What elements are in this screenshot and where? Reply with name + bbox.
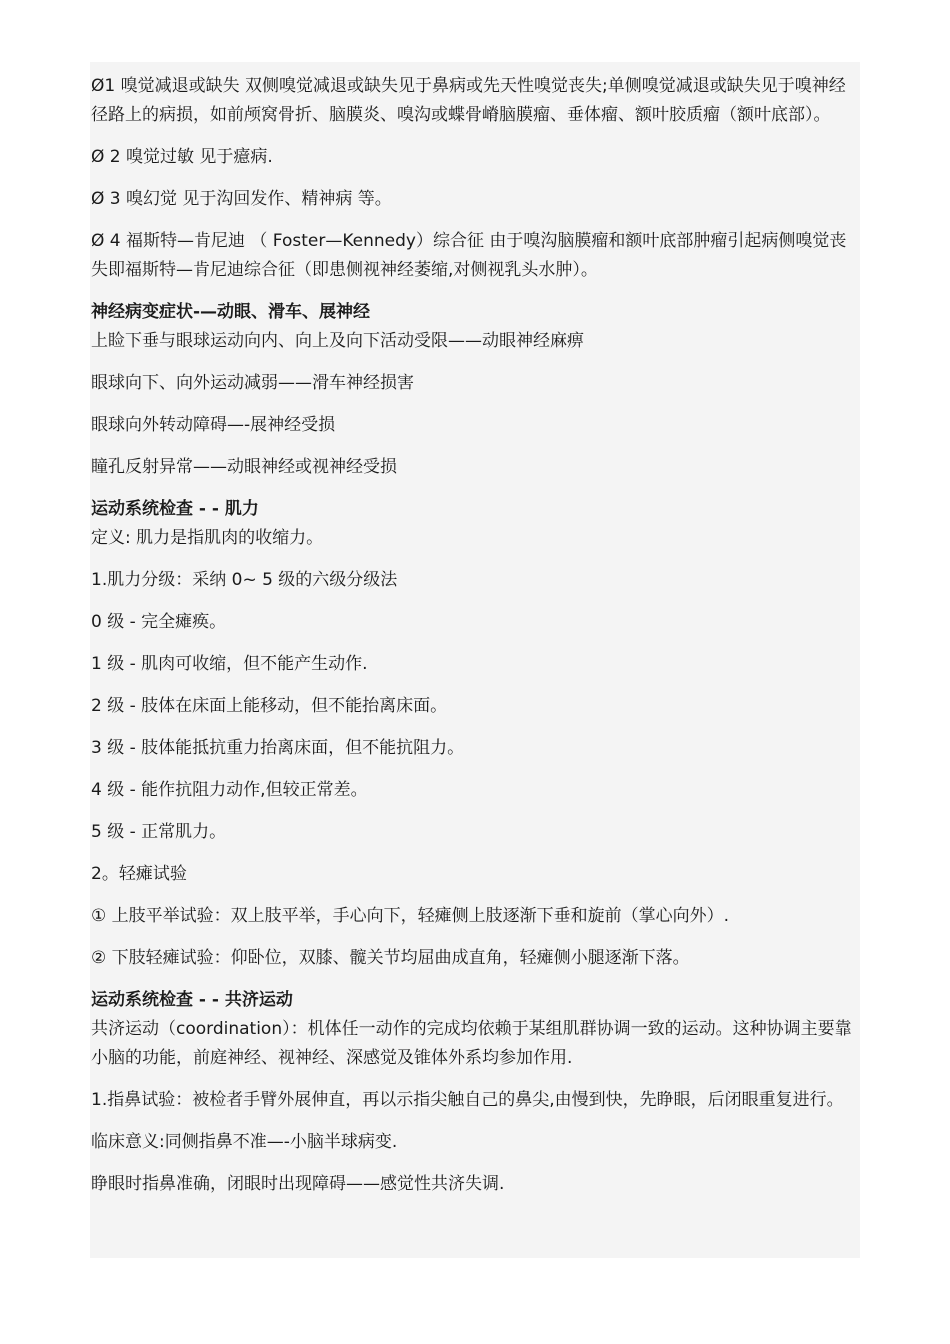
muscle-section-heading: 运动系统检查 - - 肌力: [91, 499, 259, 519]
nerve-line-4: 瞳孔反射异常——动眼神经或视神经受损: [91, 457, 397, 477]
olfactory-item-4: Ø 4 福斯特—肯尼迪 （ Foster—Kennedy）综合征 由于嗅沟脑膜瘤和额叶底部肿瘤引起病侧嗅觉丧失即福斯特—肯尼迪综合征（即患侧视神经萎缩,对侧视乳头水肿）。: [91, 231, 847, 280]
olfactory-item-2: Ø 2 嗅觉过敏 见于癔病.: [91, 147, 273, 167]
document-body: [91, 72, 861, 1212]
muscle-grade-2: 2 级 - 肢体在床面上能移动，但不能抬离床面。: [91, 696, 448, 716]
muscle-definition: 定义: 肌力是指肌肉的收缩力。: [91, 528, 324, 548]
clinical-meaning-1: 临床意义:同侧指鼻不准—-小脑半球病变.: [91, 1132, 398, 1152]
muscle-grade-4: 4 级 - 能作抗阻力动作,但较正常差。: [91, 780, 368, 800]
coordination-section-heading: 运动系统检查 - - 共济运动: [91, 990, 293, 1010]
clinical-meaning-2: 睁眼时指鼻准确，闭眼时出现障碍——感觉性共济失调.: [91, 1174, 505, 1194]
nerve-section-heading: 神经病变症状-—动眼、滑车、展神经: [91, 302, 371, 322]
nerve-line-2: 眼球向下、向外运动减弱——滑车神经损害: [91, 373, 414, 393]
nerve-line-3: 眼球向外转动障碍—-展神经受损: [91, 415, 336, 435]
muscle-grade-1: 1 级 - 肌肉可收缩，但不能产生动作.: [91, 654, 368, 674]
coordination-definition: 共济运动（coordination）：机体任一动作的完成均依赖于某组肌群协调一致的运动。这种协调主要靠小脑的功能，前庭神经、视神经、深感觉及锥体外系均参加作用.: [91, 1019, 852, 1068]
finger-nose-test: 1.指鼻试验：被检者手臂外展伸直，再以示指尖触自己的鼻尖,由慢到快，先睁眼，后闭眼重复进行。: [91, 1090, 844, 1110]
muscle-grading-title: 1.肌力分级：采纳 0~ 5 级的六级分级法: [91, 570, 398, 590]
olfactory-item-1: Ø1 嗅觉减退或缺失 双侧嗅觉减退或缺失见于鼻病或先天性嗅觉丧失;单侧嗅觉减退或缺失见于嗅神经径路上的病损，如前颅窝骨折、脑膜炎、嗅沟或蝶骨嵴脑膜瘤、垂体瘤、额叶胶质瘤（额叶底部）。: [91, 76, 846, 125]
olfactory-item-3: Ø 3 嗅幻觉 见于沟回发作、精神病 等。: [91, 189, 392, 209]
paresis-test-title: 2。轻瘫试验: [91, 864, 187, 884]
muscle-grade-5: 5 级 - 正常肌力。: [91, 822, 227, 842]
paresis-test-upper: ① 上肢平举试验：双上肢平举，手心向下，轻瘫侧上肢逐渐下垂和旋前（掌心向外）.: [91, 906, 730, 926]
nerve-line-1: 上睑下垂与眼球运动向内、向上及向下活动受限——动眼神经麻痹: [91, 331, 584, 351]
muscle-grade-0: 0 级 - 完全瘫痪。: [91, 612, 227, 632]
muscle-grade-3: 3 级 - 肢体能抵抗重力抬离床面，但不能抗阻力。: [91, 738, 465, 758]
paresis-test-lower: ② 下肢轻瘫试验：仰卧位，双膝、髋关节均屈曲成直角，轻瘫侧小腿逐渐下落。: [91, 948, 690, 968]
